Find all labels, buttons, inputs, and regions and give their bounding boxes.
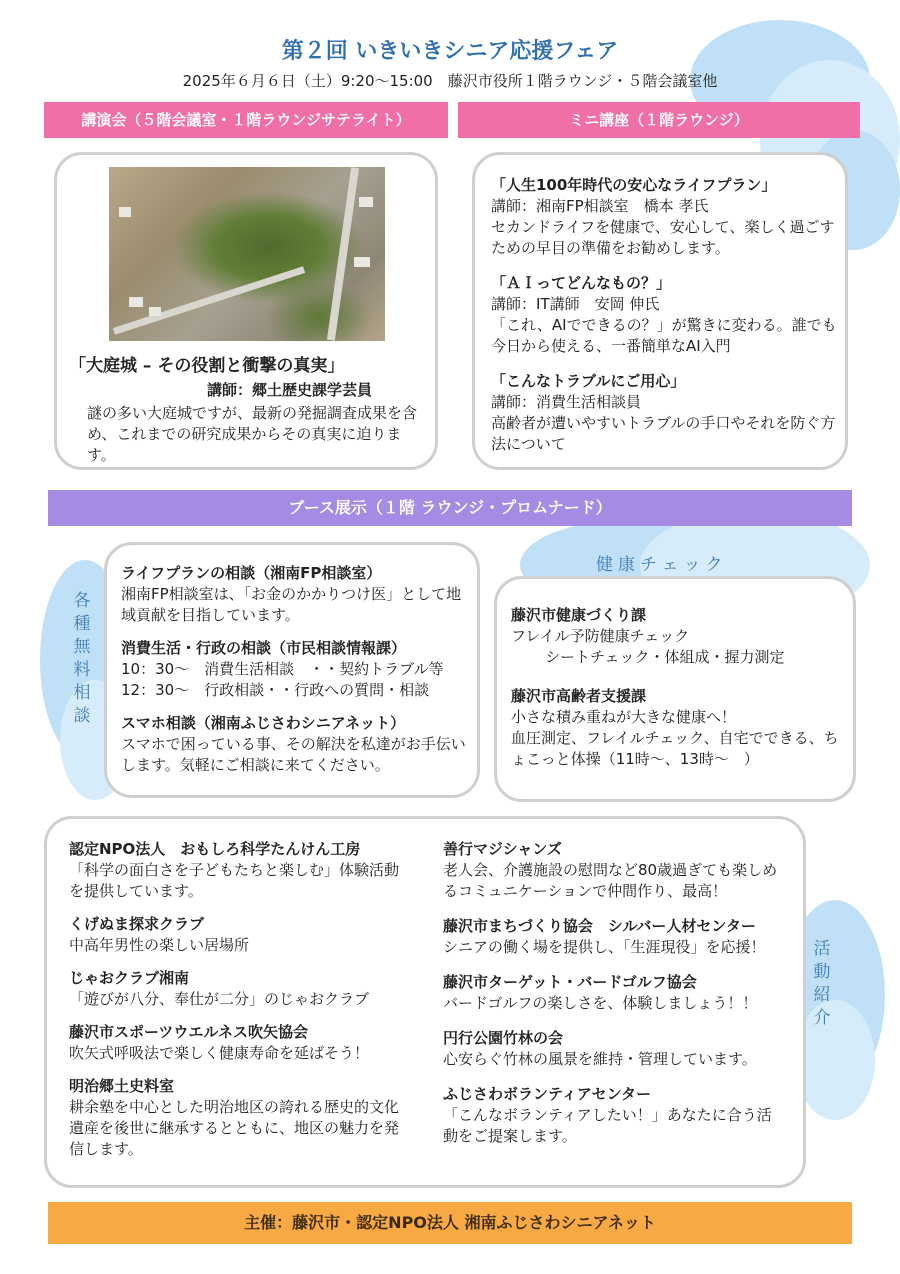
activity-desc: 吹矢式呼吸法で楽しく健康寿命を延ばそう！ — [69, 1044, 370, 1062]
activity-title: 藤沢市スポーツウエルネス吹矢協会 — [69, 1023, 308, 1041]
mini-lecture-desc: 「これ、AIでできるの？」が驚きに変わる。誰でも今日から使える、一番簡単なAI入門 — [491, 316, 837, 355]
lecture-banner: 講演会（５階会議室・１階ラウンジサテライト） — [44, 102, 448, 138]
lecture-lecturer: 講師：郷土歴史課学芸員 — [207, 381, 373, 399]
activity-title: 善行マジシャンズ — [443, 840, 562, 858]
activity-item — [69, 1076, 409, 1160]
health-line: フレイル予防健康チェック — [511, 627, 690, 645]
activity-item — [69, 839, 409, 902]
activity-item — [443, 1084, 785, 1147]
activity-item — [443, 916, 785, 958]
activity-title: 認定NPO法人 おもしろ科学たんけん工房 — [69, 840, 361, 858]
health-line: シートチェック・体組成・握力測定 — [545, 648, 785, 666]
lecture-card — [54, 152, 438, 470]
lecture-description: 謎の多い大庭城ですが、最新の発掘調査成果を含め、これまでの研究成果からその真実に迫ります。 — [87, 404, 418, 464]
activity-item — [443, 839, 785, 902]
activities-left-column — [69, 839, 409, 1160]
activity-item — [69, 1022, 409, 1064]
photo-building — [149, 307, 161, 316]
activity-title: 円行公園竹林の会 — [443, 1029, 564, 1047]
activity-title: 藤沢市ターゲット・バードゴルフ協会 — [443, 973, 697, 991]
mini-lecture-desc: 高齢者が遭いやすいトラブルの手口やそれを防ぐ方法について — [491, 414, 836, 453]
mini-lecture-title: 「人生100年時代の安心なライフプラン」 — [491, 176, 777, 194]
consult-item — [121, 563, 471, 626]
organizer-banner: 主催：藤沢市・認定NPO法人 湘南ふじさわシニアネット — [48, 1202, 852, 1244]
activity-desc: バードゴルフの楽しさを、体験しましょう！！ — [443, 994, 758, 1012]
mini-lecture-item — [491, 371, 837, 455]
health-line: 血圧測定、フレイルチェック、自宅でできる、ちょこっと体操（11時～、13時～ ） — [511, 729, 839, 768]
photo-road — [327, 167, 359, 340]
activity-desc: シニアの働く場を提供し、「生涯現役」を応援！ — [443, 938, 766, 956]
activity-desc: 「遊びが八分、奉仕が二分」のじゃおクラブ — [69, 990, 370, 1008]
mini-lecture-banner: ミニ講座（１階ラウンジ） — [458, 102, 860, 138]
consult-title: ライフプランの相談（湘南FP相談室） — [121, 564, 382, 582]
consult-line: スマホで困っている事、その解決を私達がお手伝いします。気軽にご相談に来てください。 — [121, 735, 466, 774]
activity-desc: 中高年男性の楽しい居場所 — [69, 936, 250, 954]
health-item — [511, 686, 847, 770]
consult-line: 湘南FP相談室は、「お金のかかりつけ医」として地域貢献を目指しています。 — [121, 585, 462, 624]
activity-desc: 老人会、介護施設の慰問など80歳過ぎても楽しめるコミュニケーションで仲間作り、最高！ — [443, 861, 778, 900]
activity-item — [443, 972, 785, 1014]
consult-line: 10：30～ 消費生活相談 ・・契約トラブル等 — [121, 660, 444, 678]
consult-side-label: 各種無料相談 — [73, 591, 93, 726]
activity-desc: 心安らぐ竹林の風景を維持・管理しています。 — [443, 1050, 757, 1068]
health-check-label: 健康チェック — [596, 555, 728, 575]
bg-blob — [795, 1000, 875, 1120]
activity-title: 明治郷土史料室 — [69, 1077, 175, 1095]
activity-title: じゃおクラブ湘南 — [69, 969, 190, 987]
activity-desc: 「科学の面白さを子どもたちと楽しむ」体験活動を提供しています。 — [69, 861, 400, 900]
page-title: 第２回 いきいきシニア応援フェア — [281, 39, 619, 64]
health-line: 小さな積み重ねが大きな健康へ！ — [511, 708, 737, 726]
booth-banner: ブース展示（１階 ラウンジ・プロムナード） — [48, 490, 852, 526]
mini-lecture-item — [491, 273, 837, 357]
activity-item — [443, 1028, 785, 1070]
activity-title: ふじさわボランティアセンター — [443, 1085, 652, 1103]
activity-title: くげぬま探求クラブ — [69, 915, 205, 933]
photo-building — [354, 257, 370, 267]
mini-lecture-lecturer: 講師：湘南FP相談室 橋本 孝氏 — [491, 197, 709, 215]
mini-lecture-desc: セカンドライフを健康で、安心して、楽しく過ごすための早目の準備をお勧めします。 — [491, 218, 835, 257]
consult-line: 12：30～ 行政相談・・行政への質問・相談 — [121, 681, 430, 699]
mini-lecture-title: 「こんなトラブルにご用心」 — [491, 372, 686, 390]
activities-side-label: 活動紹介 — [813, 939, 833, 1028]
activity-item — [69, 914, 409, 956]
health-title: 藤沢市健康づくり課 — [511, 606, 647, 624]
consult-item — [121, 638, 471, 701]
activity-desc: 「こんなボランティアしたい！」あなたに合う活動をご提案します。 — [443, 1106, 772, 1145]
mini-lecture-card — [472, 152, 848, 470]
photo-building — [359, 197, 373, 207]
consult-title: スマホ相談（湘南ふじさわシニアネット） — [121, 714, 406, 732]
health-title: 藤沢市高齢者支援課 — [511, 687, 647, 705]
photo-building — [129, 297, 143, 307]
activity-item — [69, 968, 409, 1010]
photo-building — [119, 207, 131, 217]
activity-desc: 耕余塾を中心とした明治地区の誇れる歴史的文化遺産を後世に継承するとともに、地区の魅力を発信します。 — [69, 1098, 400, 1158]
consult-item — [121, 713, 471, 776]
castle-aerial-photo — [109, 167, 385, 341]
mini-lecture-lecturer: 講師：IT講師 安岡 伸氏 — [491, 295, 660, 313]
consult-title: 消費生活・行政の相談（市民相談情報課） — [121, 639, 407, 657]
mini-lecture-item — [491, 175, 837, 259]
health-item — [511, 605, 847, 668]
activities-right-column — [443, 839, 785, 1147]
activities-card — [44, 816, 806, 1188]
mini-lecture-title: 「ＡＩってどんなもの？」 — [491, 274, 672, 292]
lecture-title: 「大庭城 – その役割と衝撃の真実」 — [69, 356, 345, 376]
event-date-venue: 2025年６月６日（土）9:20～15:00 藤沢市役所１階ラウンジ・５階会議室他 — [182, 72, 718, 90]
health-check-card — [494, 576, 856, 802]
mini-lecture-lecturer: 講師：消費生活相談員 — [491, 393, 642, 411]
activity-title: 藤沢市まちづくり協会 シルバー人材センター — [443, 917, 756, 935]
consult-card — [104, 542, 480, 798]
